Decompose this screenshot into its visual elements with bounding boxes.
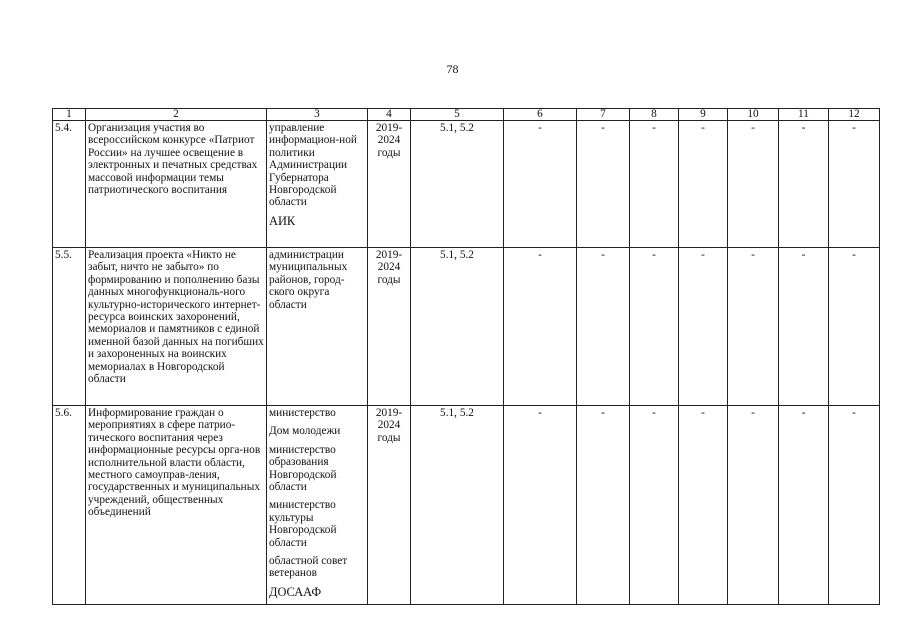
value-cell: - [829, 121, 880, 248]
value-cell: - [779, 248, 829, 406]
executor: управление информацион-ной политики Администрации Губернатора Новгородской области [269, 122, 357, 209]
value-cell: - [504, 248, 577, 406]
value-cell: - [679, 406, 728, 605]
item-period: 2019-2024 годы [368, 248, 411, 406]
value-cell: - [728, 248, 779, 406]
activities-table [52, 108, 880, 605]
value-cell: - [728, 406, 779, 605]
header-cell: 10 [728, 109, 779, 121]
executor: министерство образования Новгородской области [269, 443, 337, 494]
item-period: 2019-2024 годы [368, 406, 411, 605]
item-indicators: 5.1, 5.2 [411, 406, 504, 605]
page-number: 78 [446, 62, 459, 76]
item-indicators: 5.1, 5.2 [411, 121, 504, 248]
header-cell: 6 [504, 109, 577, 121]
value-cell: - [679, 248, 728, 406]
header-cell: 11 [779, 109, 829, 121]
table-row [53, 121, 880, 248]
executor: АИК [269, 213, 296, 228]
item-number: 5.4. [53, 121, 86, 248]
value-cell: - [829, 248, 880, 406]
value-cell: - [630, 248, 679, 406]
item-executors [267, 406, 368, 605]
item-indicators: 5.1, 5.2 [411, 248, 504, 406]
executor: администрации муниципальных районов, город-ского округа области [269, 249, 348, 311]
value-cell: - [630, 121, 679, 248]
item-description: Информирование граждан о мероприятиях в сфере патрио-тического воспитания через информационные ресурсы орга-нов исполнительной власти области, местного самоуправ-ления, государственных и муниципальных учреждений, общественных объединений [86, 406, 267, 605]
value-cell: - [504, 406, 577, 605]
header-cell: 2 [86, 109, 267, 121]
value-cell: - [728, 121, 779, 248]
value-cell: - [577, 248, 630, 406]
header-cell: 4 [368, 109, 411, 121]
item-description: Реализация проекта «Никто не забыт, ничто не забыто» по формированию и пополнению базы данных многофункциональ-ного культурно-исторического интернет-ресурса воинских захоронений, мемориалов и памятников с единой именной базой данных на погибших и захороненных на воинских мемориалах в Новгородской области [86, 248, 267, 406]
table-row [53, 406, 880, 605]
item-period: 2019-2024 годы [368, 121, 411, 248]
item-number: 5.6. [53, 406, 86, 605]
executor: министерство [269, 407, 336, 419]
header-cell: 1 [53, 109, 86, 121]
header-row [53, 109, 880, 121]
header-cell: 7 [577, 109, 630, 121]
value-cell: - [630, 406, 679, 605]
executor: областной совет ветеранов [269, 555, 348, 580]
header-cell: 8 [630, 109, 679, 121]
executor: министерство культуры Новгородской области [269, 499, 337, 549]
executor: ДОСААФ [269, 584, 322, 599]
table-row [53, 248, 880, 406]
header-cell: 9 [679, 109, 728, 121]
value-cell: - [829, 406, 880, 605]
item-executors [267, 121, 368, 248]
value-cell: - [779, 406, 829, 605]
item-number: 5.5. [53, 248, 86, 406]
header-cell: 5 [411, 109, 504, 121]
header-cell: 3 [267, 109, 368, 121]
value-cell: - [577, 121, 630, 248]
value-cell: - [679, 121, 728, 248]
value-cell: - [779, 121, 829, 248]
value-cell: - [504, 121, 577, 248]
value-cell: - [577, 406, 630, 605]
item-description: Организация участия во всероссийском конкурсе «Патриот России» на лучшее освещение в электронных и печатных средствах массовой информации темы патриотического воспитания [86, 121, 267, 248]
executor: Дом молодежи [269, 425, 341, 438]
header-cell: 12 [829, 109, 880, 121]
item-executors [267, 248, 368, 406]
